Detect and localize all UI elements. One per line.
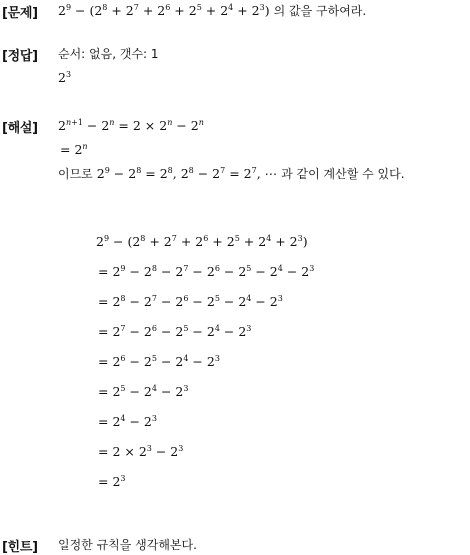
derivation-step: = $2^9 - 2^8 - 2^7 - 2^6 - 2^5 - 2^4 - 2^3$ [98, 264, 315, 279]
derivation-step: = $2^5 - 2^4 - 2^3$ [98, 384, 189, 399]
problem-text: 의 값을 구하여라. [273, 4, 367, 18]
explanation-tag: [해설] [2, 121, 38, 136]
problem-expression: $2^9 - (2^8 + 2^7 + 2^6 + 2^5 + 2^4 + 2^3)$ [58, 3, 270, 18]
explanation-identity: $2^{n+1} - 2^n = 2 \times 2^n - 2^n$ [58, 118, 204, 133]
derivation-step: = $2^4 - 2^3$ [98, 414, 157, 429]
answer-order-line: 순서: 없음, 갯수: 1 [58, 47, 159, 61]
hint-text: 일정한 규칙을 생각해본다. [58, 538, 197, 552]
derivation-step: = $2^7 - 2^6 - 2^5 - 2^4 - 2^3$ [98, 324, 252, 339]
derivation-step: = $2^6 - 2^5 - 2^4 - 2^3$ [98, 354, 220, 369]
derivation-step: = $2^8 - 2^7 - 2^6 - 2^5 - 2^4 - 2^3$ [98, 294, 283, 309]
hint-tag: [힌트] [2, 540, 38, 555]
explanation-method: 이므로 $2^9 - 2^8 = 2^8$, $2^8 - 2^7 = 2^7$, ⋯ 과 같이 계산할 수 있다. [58, 166, 405, 181]
answer-result: $2^3$ [58, 70, 72, 85]
derivation-step: = $2^3$ [98, 474, 126, 489]
answer-tag: [정답] [2, 49, 38, 64]
explanation-identity-result: = $2^n$ [60, 142, 88, 157]
derivation-step: $2^9 - (2^8 + 2^7 + 2^6 + 2^5 + 2^4 + 2^3)$ [96, 234, 308, 249]
derivation-step: = $2 \times 2^3 - 2^3$ [98, 444, 184, 459]
problem-tag: [문제] [2, 6, 38, 21]
problem-statement [58, 3, 366, 19]
